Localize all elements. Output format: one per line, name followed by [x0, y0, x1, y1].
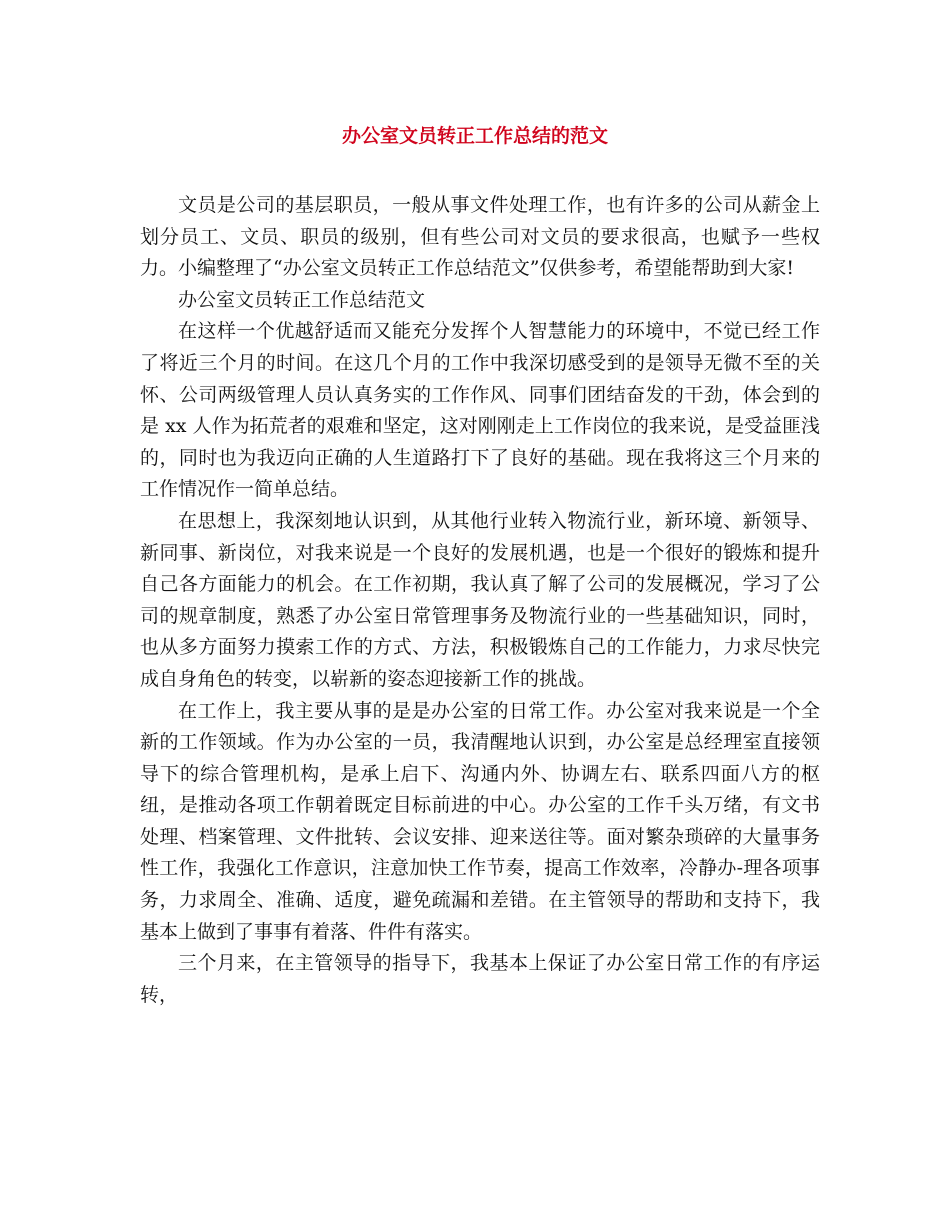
paragraph-intro: 文员是公司的基层职员，一般从事文件处理工作，也有许多的公司从薪金上划分员工、文员、职员的级别，但有些公司对文员的要求很高，也赋予一些权力。小编整理了“办公室文员转正工作总结范文”仅供参考，希望能帮助到大家!: [140, 194, 820, 280]
document-body: [140, 190, 820, 1011]
paragraph-three-months: 三个月来，在主管领导的指导下，我基本上保证了办公室日常工作的有序运转，: [140, 952, 820, 1006]
paragraph-work: 在工作上，我主要从事的是是办公室的日常工作。办公室对我来说是一个全新的工作领域。作为办公室的一员，我清醒地认识到，办公室是总经理室直接领导下的综合管理机构，是承上启下、沟通内外、协调左右、联系四面八方的枢纽，是推动各项工作朝着既定目标前进的中心。办公室的工作千头万绪，有文书处理、档案管理、文件批转、会议安排、迎来送往等。面对繁杂琐碎的大量事务性工作，我强化工作意识，注意加快工作节奏，提高工作效率，冷静办-理各项事务，力求周全、准确、适度，避免疏漏和差错。在主管领导的帮助和支持下，我基本上做到了事事有着落、件件有落实。: [140, 699, 820, 943]
paragraph-thinking: 在思想上，我深刻地认识到，从其他行业转入物流行业，新环境、新领导、新同事、新岗位，对我来说是一个良好的发展机遇，也是一个很好的锻炼和提升自己各方面能力的机会。在工作初期，我认真了解了公司的发展概况，学习了公司的规章制度，熟悉了办公室日常管理事务及物流行业的一些基础知识，同时，也从多方面努力摸索工作的方式、方法，积极锻炼自己的工作能力，力求尽快完成自身角色的转变，以崭新的姿态迎接新工作的挑战。: [140, 509, 820, 690]
document-title: 办公室文员转正工作总结的范文: [341, 125, 608, 147]
paragraph-subtitle: 办公室文员转正工作总结范文: [178, 288, 426, 311]
paragraph-environment: 在这样一个优越舒适而又能充分发挥个人智慧能力的环境中，不觉已经工作了将近三个月的时间。在这几个月的工作中我深切感受到的是领导无微不至的关怀、公司两级管理人员认真务实的工作作风、同事们团结奋发的干劲，体会到的是 xx 人作为拓荒者的艰难和坚定，这对刚刚走上工作岗位的我来说，是受益匪浅的，同时也为我迈向正确的人生道路打下了良好的基础。现在我将这三个月来的工作情况作一简单总结。: [140, 320, 820, 501]
